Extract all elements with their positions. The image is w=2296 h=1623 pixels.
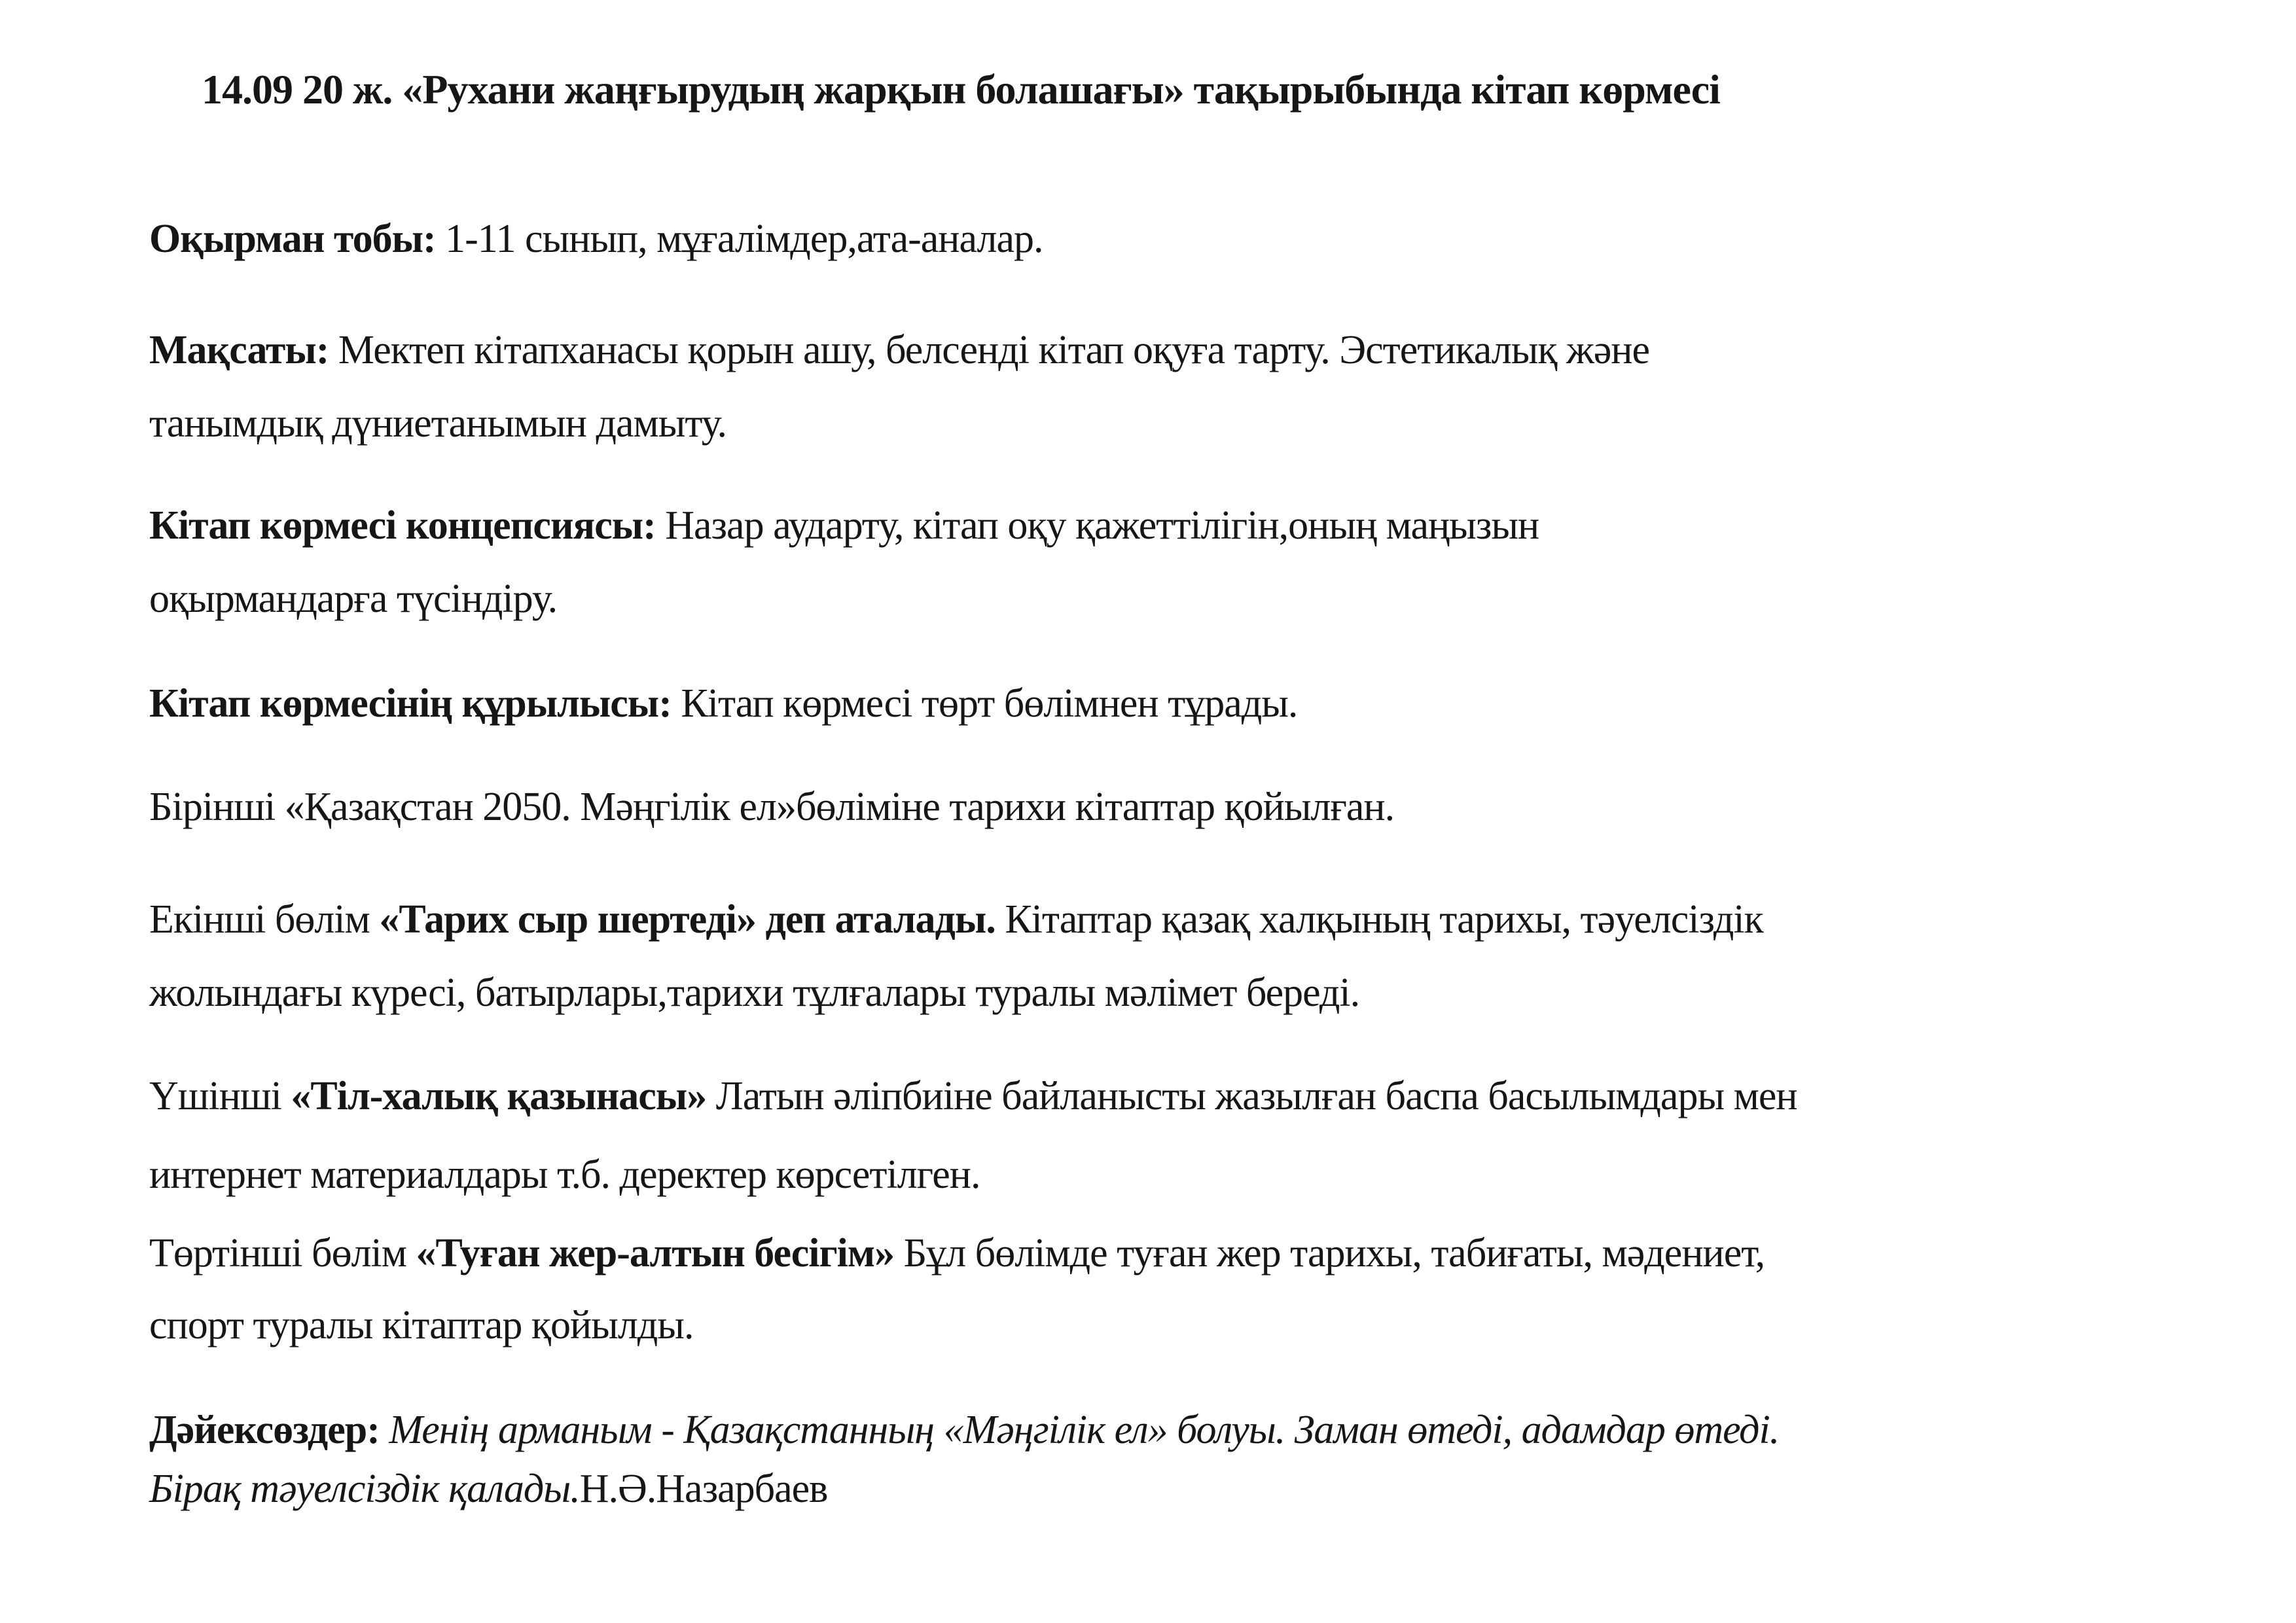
goal-text-1: Мектеп кітапханасы қорын ашу, белсенді кітап оқуға тарту. Эстетикалық және [329,328,1650,372]
goal-text-2: танымдық дүниетанымын дамыту. [149,401,726,446]
structure-text: Кітап көрмесі төрт бөлімнен тұрады. [671,681,1298,726]
section3-line-1 [149,1073,1797,1120]
section4-prefix: Төртінші бөлім [149,1231,416,1275]
concept-text-1: Назар аударту, кітап оқу қажеттілігін,оның маңызын [655,503,1539,548]
readers-label: Оқырман тобы: [149,217,436,261]
section4-line-1 [149,1230,1765,1277]
section2-line-1 [149,897,1763,943]
goal-label: Мақсаты: [149,328,329,372]
concept-text-2: оқырмандарға түсіндіру. [149,577,558,621]
section4-text-1: Бұл бөлімде туған жер тарихы, табиғаты, мәдениет, [894,1231,1765,1275]
section2-title: «Тарих сыр шертеді» деп аталады. [379,897,996,942]
concept-line-1 [149,503,1539,549]
section2-text-1: Кітаптар қазақ халқының тарихы, тәуелсіздік [995,897,1763,942]
section1-text: Бірінші «Қазақстан 2050. Мәңгілік ел»бөліміне тарихи кітаптар қойылған. [149,785,1395,829]
quote-text-1: Менің арманым - Қазақстанның «Мәңгілік ел» болуы. Заман өтеді, адамдар өтеді. [379,1408,1780,1452]
quote-label: Дәйексөздер: [149,1408,380,1452]
section1-line [149,784,1394,830]
section3-line-2 [149,1152,980,1198]
goal-line-2 [149,401,726,447]
readers-line [149,216,1043,262]
readers-text: 1-11 сынып, мұғалімдер,ата-аналар. [435,217,1043,261]
section3-text-1: Латын әліпбиіне байланысты жазылған баспа басылымдары мен [706,1074,1797,1118]
concept-label: Кітап көрмесі концепсиясы: [149,503,656,548]
section2-line-2 [149,970,1359,1016]
structure-line [149,681,1297,727]
section2-text-2: жолындағы күресі, батырлары,тарихи тұлғалары туралы мәлімет береді. [149,971,1360,1015]
section4-text-2: спорт туралы кітаптар қойылды. [149,1303,694,1347]
section2-prefix: Екінші бөлім [149,897,380,942]
quote-line-1 [149,1407,1779,1454]
section3-prefix: Үшінші [149,1074,291,1118]
section3-text-2: интернет материалдары т.б. деректер көрсетілген. [149,1152,980,1197]
quote-author: Н.Ә.Назарбаев [579,1467,828,1511]
structure-label: Кітап көрмесінің құрылысы: [149,681,672,726]
section3-title: «Тіл-халық қазынасы» [291,1074,707,1118]
section4-line-2 [149,1302,693,1349]
concept-line-2 [149,576,557,622]
section4-title: «Туған жер-алтын бесігім» [416,1231,895,1275]
quote-line-2 [149,1466,827,1512]
document-title: 14.09 20 ж. «Рухани жаңғырудың жарқын болашағы» тақырыбында кітап көрмесі [202,66,1720,113]
goal-line-1 [149,327,1649,374]
quote-text-2: Бірақ тәуелсіздік қалады. [149,1467,580,1511]
